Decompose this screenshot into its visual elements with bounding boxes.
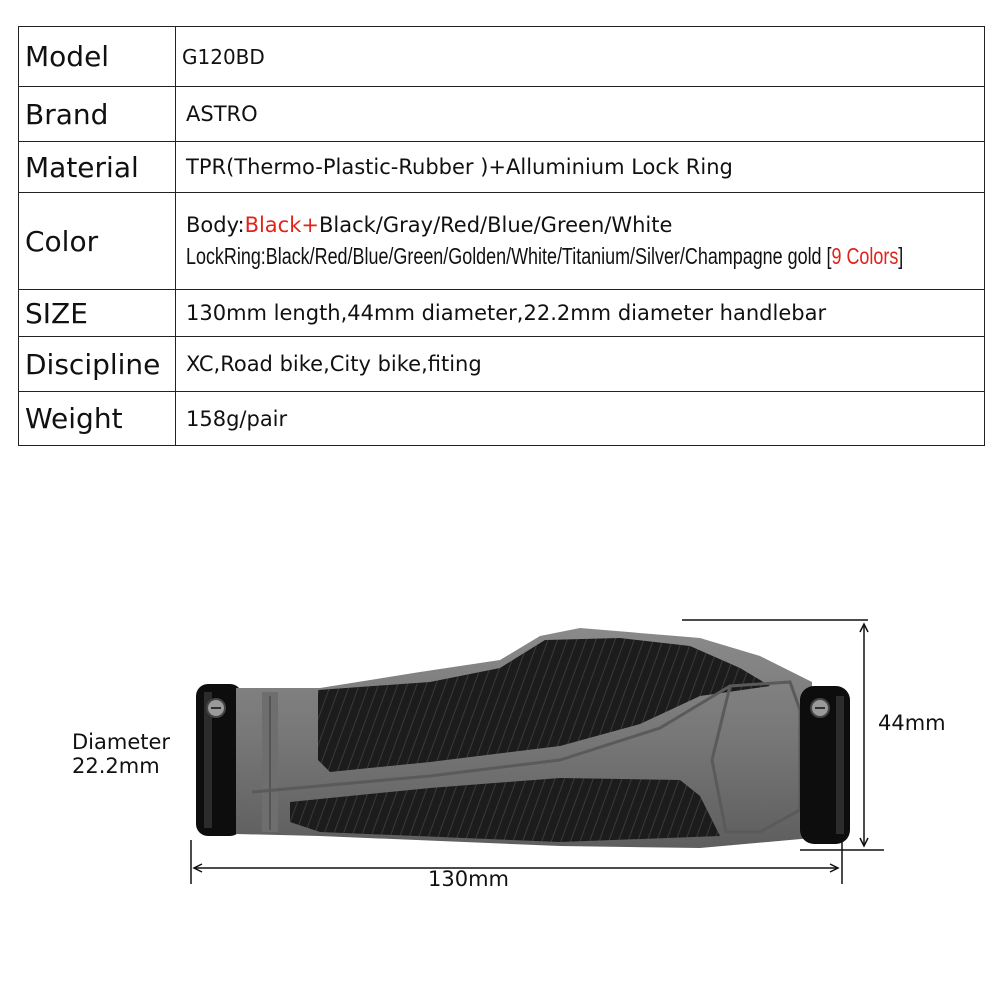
spec-row-material bbox=[19, 142, 985, 193]
spec-row-model bbox=[19, 27, 985, 87]
left-lock-ring bbox=[196, 684, 242, 836]
color-count-highlight: 9 Colors bbox=[831, 242, 899, 269]
grip-body bbox=[236, 628, 812, 848]
color-body-highlight: Black+ bbox=[244, 212, 319, 237]
spec-row-brand bbox=[19, 87, 985, 142]
color-body-rest: Black/Gray/Red/Blue/Green/White bbox=[318, 212, 673, 237]
spec-row-color bbox=[19, 193, 985, 290]
spec-value-model: G120BD bbox=[176, 27, 985, 87]
spec-value-weight: 158g/pair bbox=[176, 392, 985, 446]
spec-row-size bbox=[19, 290, 985, 337]
right-lock-ring bbox=[800, 686, 850, 844]
spec-value-color bbox=[176, 193, 985, 290]
spec-value-size: 130mm length,44mm diameter,22.2mm diameter handlebar bbox=[176, 290, 985, 337]
height-label: 44mm bbox=[878, 711, 946, 735]
diameter-label bbox=[72, 730, 170, 778]
spec-label-weight: Weight bbox=[19, 392, 176, 446]
diameter-label-line1: Diameter bbox=[72, 730, 171, 754]
bracket-close: ] bbox=[898, 242, 904, 269]
spec-label-brand: Brand bbox=[19, 87, 176, 142]
length-label: 130mm bbox=[428, 867, 509, 891]
bracket-open: [ bbox=[826, 242, 832, 269]
spec-label-model: Model bbox=[19, 27, 176, 87]
color-body-line bbox=[186, 213, 984, 237]
spec-row-weight bbox=[19, 392, 985, 446]
spec-value-discipline: XC,Road bike,City bike,fiting bbox=[176, 337, 985, 392]
spec-label-discipline: Discipline bbox=[19, 337, 176, 392]
spec-label-material: Material bbox=[19, 142, 176, 193]
spec-label-size: SIZE bbox=[19, 290, 176, 337]
color-lockring-text: LockRing:Black/Red/Blue/Green/Golden/White/Titanium/Silver/Champagne gold bbox=[186, 242, 827, 269]
color-body-prefix: Body: bbox=[186, 212, 245, 237]
spec-label-color: Color bbox=[19, 193, 176, 290]
grip-figure bbox=[0, 460, 1000, 1000]
spec-value-brand: ASTRO bbox=[176, 87, 985, 142]
spec-row-discipline bbox=[19, 337, 985, 392]
color-lockring-line bbox=[186, 242, 904, 270]
diameter-label-line2: 22.2mm bbox=[72, 754, 160, 778]
spec-value-material: TPR(Thermo-Plastic-Rubber )+Alluminium Lock Ring bbox=[176, 142, 985, 193]
spec-table bbox=[18, 26, 985, 446]
